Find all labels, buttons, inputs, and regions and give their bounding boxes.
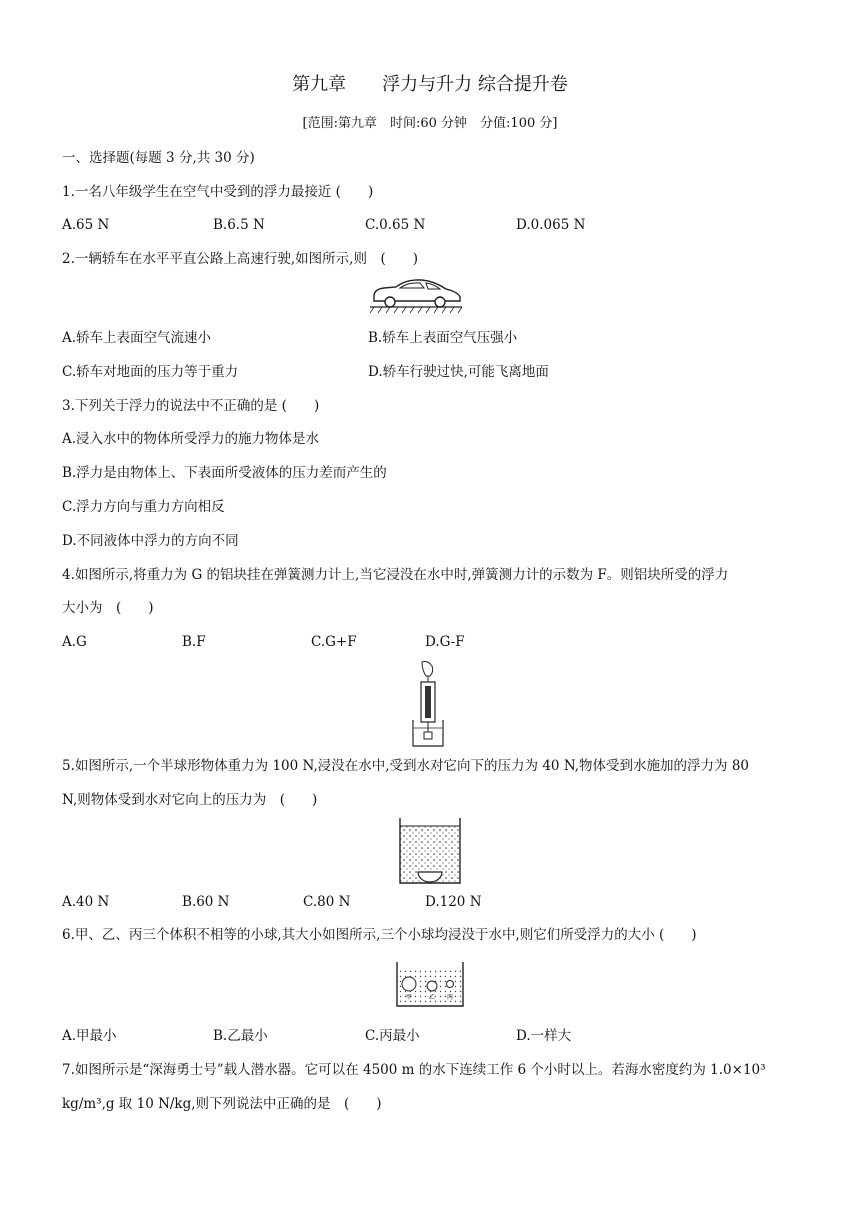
three-balls-in-water-figure xyxy=(394,960,466,1008)
page-title: 第九章 浮力与升力 综合提升卷 xyxy=(292,74,568,95)
spring-scale-figure xyxy=(408,660,448,750)
q2-option-b: B.轿车上表面空气压强小 xyxy=(368,330,518,346)
ball-label-yi: 乙 xyxy=(428,994,436,1001)
q1-option-b: B.6.5 N xyxy=(213,217,265,233)
q4-option-d: D.G-F xyxy=(425,634,465,650)
q5-option-a: A.40 N xyxy=(62,894,110,910)
q4-option-a: A.G xyxy=(62,634,87,650)
question-4-stem-line1: 4.如图所示,将重力为 G 的铝块挂在弹簧测力计上,当它浸没在水中时,弹簧测力计的示数为 F。则铝块所受的浮力 xyxy=(62,567,729,583)
question-2-stem: 2.一辆轿车在水平平直公路上高速行驶,如图所示,则 ( ) xyxy=(62,251,418,267)
q4-option-b: B.F xyxy=(182,634,206,650)
q1-option-a: A.65 N xyxy=(62,217,110,233)
question-5-stem-line1: 5.如图所示,一个半球形物体重力为 100 N,浸没在水中,受到水对它向下的压力为 40 N,物体受到水施加的浮力为 80 xyxy=(62,758,750,774)
q3-option-c: C.浮力方向与重力方向相反 xyxy=(62,499,225,515)
q6-option-d: D.一样大 xyxy=(516,1028,572,1044)
q5-option-d: D.120 N xyxy=(425,894,482,910)
q6-option-b: B.乙最小 xyxy=(213,1028,268,1044)
q3-option-a: A.浸入水中的物体所受浮力的施力物体是水 xyxy=(62,431,320,447)
question-4-stem-line2: 大小为 ( ) xyxy=(62,600,154,616)
q2-option-c: C.轿车对地面的压力等于重力 xyxy=(62,364,239,380)
q1-option-c: C.0.65 N xyxy=(365,217,426,233)
q3-option-b: B.浮力是由物体上、下表面所受液体的压力差而产生的 xyxy=(62,465,387,481)
section-heading: 一、选择题(每题 3 分,共 30 分) xyxy=(62,150,255,166)
question-3-stem: 3.下列关于浮力的说法中不正确的是 ( ) xyxy=(62,398,320,414)
ball-label-bing: 丙 xyxy=(446,994,454,1001)
q1-option-d: D.0.065 N xyxy=(516,217,586,233)
q2-option-a: A.轿车上表面空气流速小 xyxy=(62,330,212,346)
car-on-road-figure xyxy=(368,275,464,315)
question-6-stem: 6.甲、乙、丙三个体积不相等的小球,其大小如图所示,三个小球均浸没于水中,则它们所受浮力的大小 ( ) xyxy=(62,927,697,943)
hemisphere-in-water-figure xyxy=(396,816,464,886)
question-5-stem-line2: N,则物体受到水对它向上的压力为 ( ) xyxy=(62,792,318,808)
exam-info: [范围:第九章 时间:60 分钟 分值:100 分] xyxy=(302,116,558,131)
ball-label-jia: 甲 xyxy=(405,994,413,1001)
question-7-stem-line1: 7.如图所示是“深海勇士号”载人潜水器。它可以在 4500 m 的水下连续工作 6 个小时以上。若海水密度约为 1.0×10³ xyxy=(62,1062,766,1078)
question-7-stem-line2: kg/m³,g 取 10 N/kg,则下列说法中正确的是 ( ) xyxy=(62,1096,382,1112)
q2-option-d: D.轿车行驶过快,可能飞离地面 xyxy=(368,364,549,380)
q5-option-b: B.60 N xyxy=(182,894,230,910)
question-1-stem: 1.一名八年级学生在空气中受到的浮力最接近 ( ) xyxy=(62,184,374,200)
q6-option-a: A.甲最小 xyxy=(62,1028,117,1044)
q5-option-c: C.80 N xyxy=(303,894,351,910)
q3-option-d: D.不同液体中浮力的方向不同 xyxy=(62,533,239,549)
q6-option-c: C.丙最小 xyxy=(365,1028,420,1044)
q4-option-c: C.G+F xyxy=(311,634,357,650)
